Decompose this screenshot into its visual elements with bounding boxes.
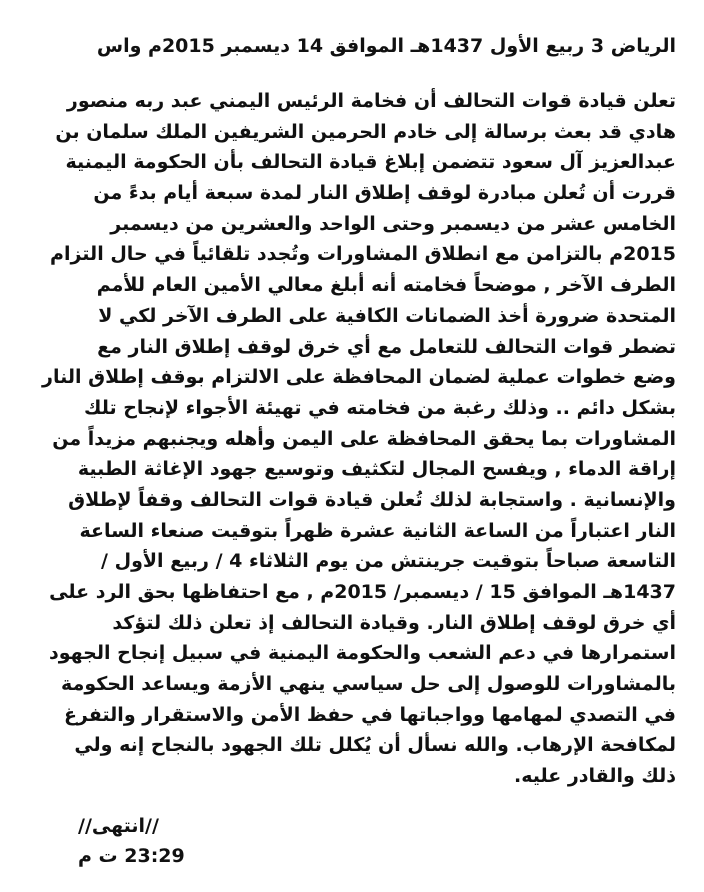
body-line: بشكل دائم .. وذلك رغبة من فخامته في تهيئة الأجواء لإنجاح تلك (84, 396, 676, 419)
body-line: الطرف الآخر , موضحاً فخامته أنه أبلغ معالي الأمين العام للأمم (96, 274, 676, 297)
body-line: بالمشاورات للوصول إلى حل سياسي ينهي الأزمة ويساعد الحكومة (61, 673, 676, 696)
release-time: 23:29 ت م (78, 845, 185, 867)
body-line: أي خرق لوقف إطلاق النار. وقيادة التحالف إذ تعلن ذلك لتؤكد (112, 611, 676, 634)
press-release-body (26, 86, 676, 792)
body-line: تضطر قوات التحالف للتعامل مع أي خرق لوقف إطلاق النار مع (97, 335, 676, 358)
body-line: في التصدي لمهامها وواجباتها في حفظ الأمن والاستقرار والتفرغ (63, 703, 676, 726)
body-line: النار اعتباراً من الساعة الثانية عشرة ظهراً بتوقيت صنعاء الساعة (79, 519, 676, 542)
body-line: تعلن قيادة قوات التحالف أن فخامة الرئيس اليمني عبد ربه منصور (66, 90, 676, 112)
body-line: عبدالعزيز آل سعود تتضمن إبلاغ قيادة التحالف بأن الحكومة اليمنية (65, 151, 676, 174)
body-line: 1437هـ الموافق 15 / ديسمبر/ 2015م , مع احتفاظها بحق الرد على (49, 581, 676, 603)
body-line: قررت أن تُعلن مبادرة لوقف إطلاق النار لمدة سبعة أيام بدءً من (93, 182, 676, 205)
end-of-release-mark: //انتهى// (78, 815, 159, 837)
body-line: لمكافحة الإرهاب. والله نسأل أن يُكلل تلك الجهود بالنجاح إنه ولي (74, 734, 676, 757)
body-line: إراقة الدماء , ويفسح المجال لتكثيف وتوسيع جهود الإغاثة الطبية (77, 458, 676, 481)
body-line: المتحدة ضرورة أخذ الضمانات الكافية على الطرف الآخر لكي لا (98, 304, 676, 327)
body-line: الخامس عشر من ديسمبر وحتى الواحد والعشرين من ديسمبر (110, 212, 676, 235)
body-line: المشاورات بما يحقق المحافظة على اليمن وأهله ويجنبهم مزيداً من (52, 427, 676, 450)
body-line: ذلك والقادر عليه. (514, 765, 676, 788)
body-line: وضع خطوات عملية لضمان المحافظة على الالتزام بوقف إطلاق النار (42, 366, 676, 389)
body-line: هادي قد بعث برسالة إلى خادم الحرمين الشريفين الملك سلمان بن (55, 120, 676, 143)
body-line: 2015م بالتزامن مع انطلاق المشاورات وتُجدد تلقائياً في حال التزام (50, 243, 676, 266)
dateline: الرياض 3 ربيع الأول 1437هـ الموافق 14 ديسمبر 2015م واس (96, 35, 676, 57)
body-line: التاسعة صباحاً بتوقيت جرينتش من يوم الثلاثاء 4 / ربيع الأول / (101, 550, 676, 573)
body-line: والإنسانية . واستجابة لذلك تُعلن قيادة قوات التحالف وقفاً لإطلاق (68, 488, 676, 511)
body-line: استمرارها في دعم الشعب والحكومة اليمنية في سبيل إنجاح الجهود (48, 642, 676, 665)
